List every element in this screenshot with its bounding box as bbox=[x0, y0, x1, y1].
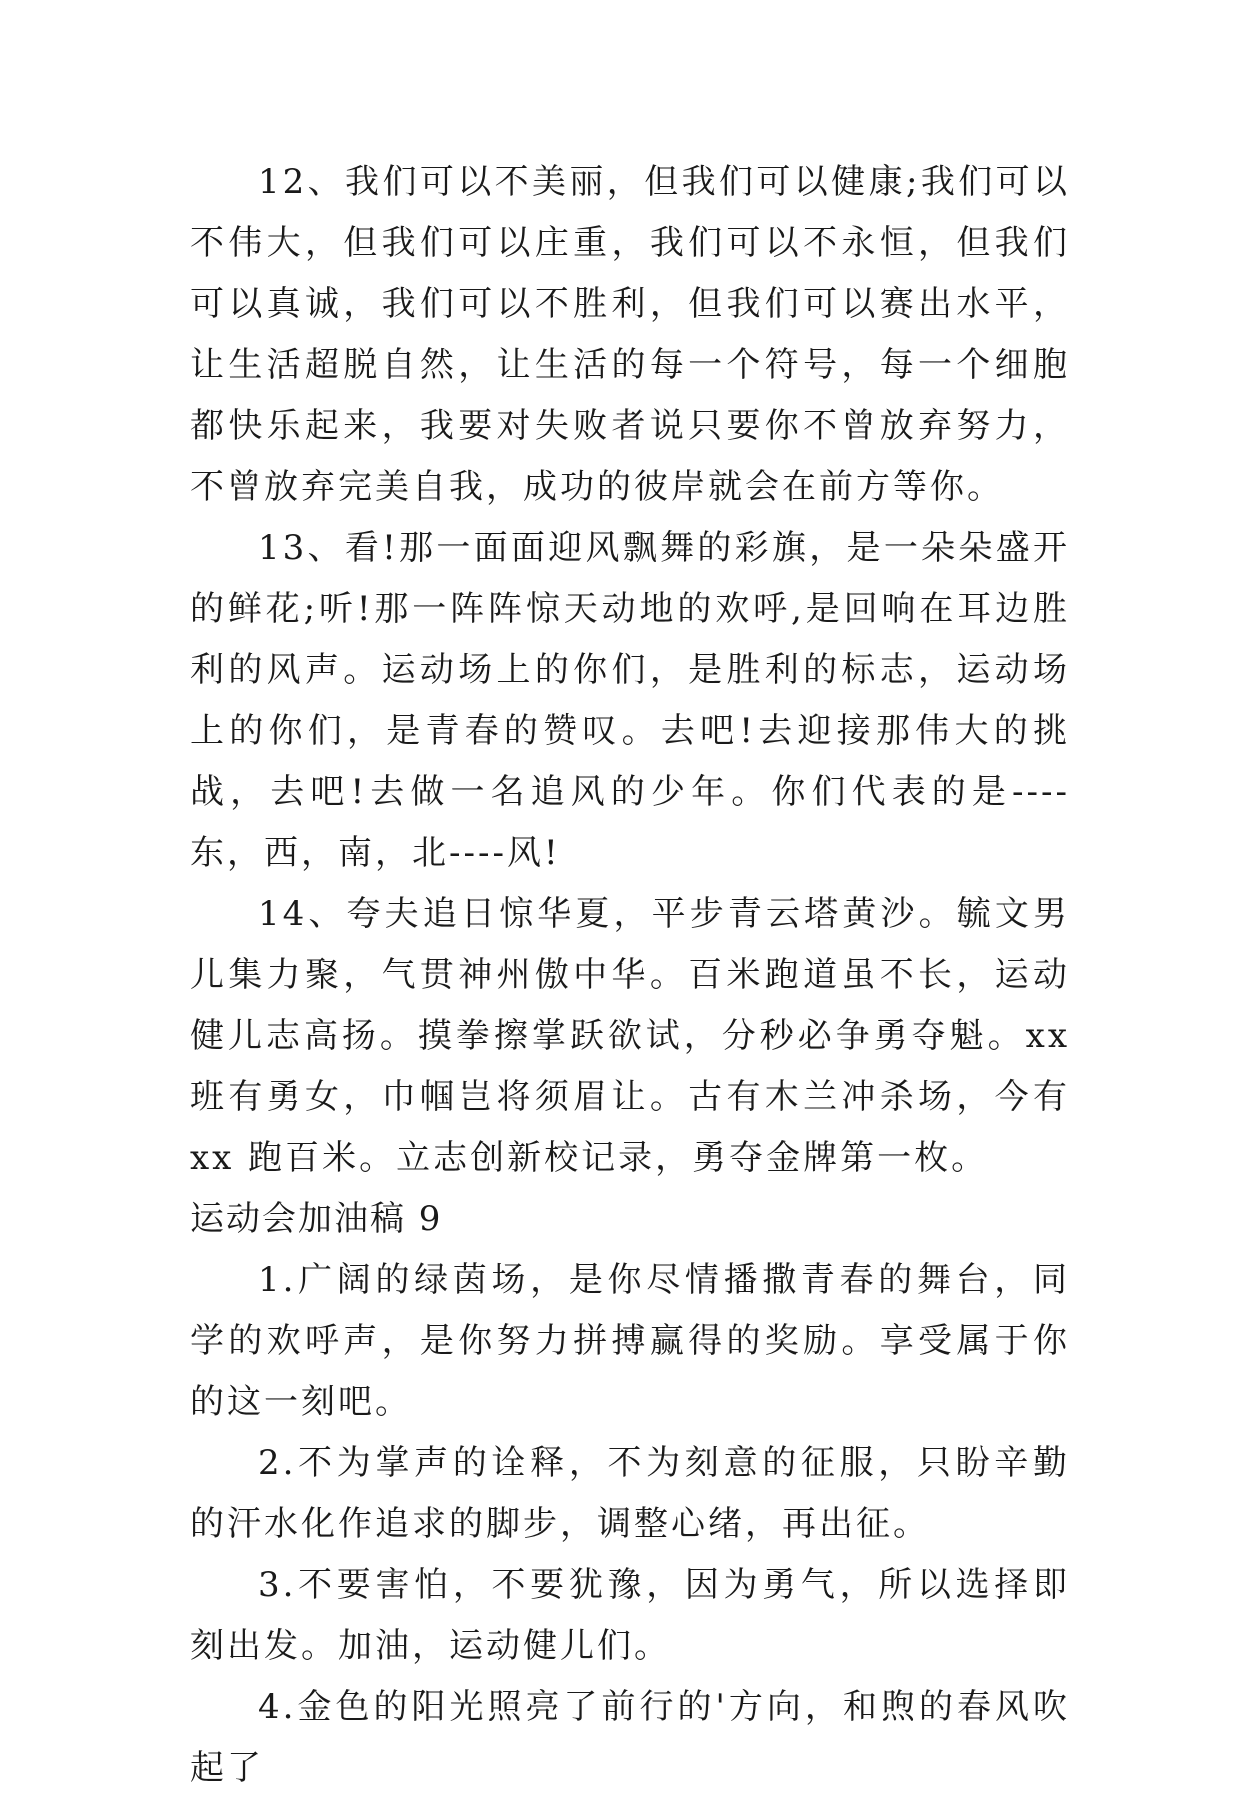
section-heading: 运动会加油稿 9 bbox=[190, 1199, 443, 1239]
list-item: 4.金色的阳光照亮了前行的'方向，和煦的春风吹起了 bbox=[190, 1687, 1070, 1788]
list-item: 2.不为掌声的诠释，不为刻意的征服，只盼辛勤的汗水化作追求的脚步，调整心绪，再出征。 bbox=[190, 1443, 1070, 1544]
paragraph-14: 14、夸夫追日惊华夏，平步青云塔黄沙。毓文男儿集力聚，气贯神州傲中华。百米跑道虽不长，运动健儿志高扬。摸拳擦掌跃欲试，分秒必争勇夺魁。xx 班有勇女，巾帼岂将须眉让。古有木兰冲杀场，今有 xx 跑百米。立志创新校记录，勇夺金牌第一枚。 bbox=[190, 894, 1070, 1178]
paragraph-13: 13、看!那一面面迎风飘舞的彩旗，是一朵朵盛开的鲜花;听!那一阵阵惊天动地的欢呼,是回响在耳边胜利的风声。运动场上的你们，是胜利的标志，运动场上的你们，是青春的赞叹。去吧!去迎接那伟大的挑战，去吧!去做一名追风的少年。你们代表的是----东，西，南，北----风! bbox=[190, 528, 1070, 873]
paragraph-12: 12、我们可以不美丽，但我们可以健康;我们可以不伟大，但我们可以庄重，我们可以不永恒，但我们可以真诚，我们可以不胜利，但我们可以赛出水平，让生活超脱自然，让生活的每一个符号，每一个细胞都快乐起来，我要对失败者说只要你不曾放弃努力，不曾放弃完美自我，成功的彼岸就会在前方等你。 bbox=[190, 162, 1070, 507]
document-body bbox=[190, 152, 1070, 1799]
list-item: 3.不要害怕，不要犹豫，因为勇气，所以选择即刻出发。加油，运动健儿们。 bbox=[190, 1565, 1070, 1666]
list-item: 1.广阔的绿茵场，是你尽情播撒青春的舞台，同学的欢呼声，是你努力拼搏赢得的奖励。享受属于你的这一刻吧。 bbox=[190, 1260, 1070, 1422]
